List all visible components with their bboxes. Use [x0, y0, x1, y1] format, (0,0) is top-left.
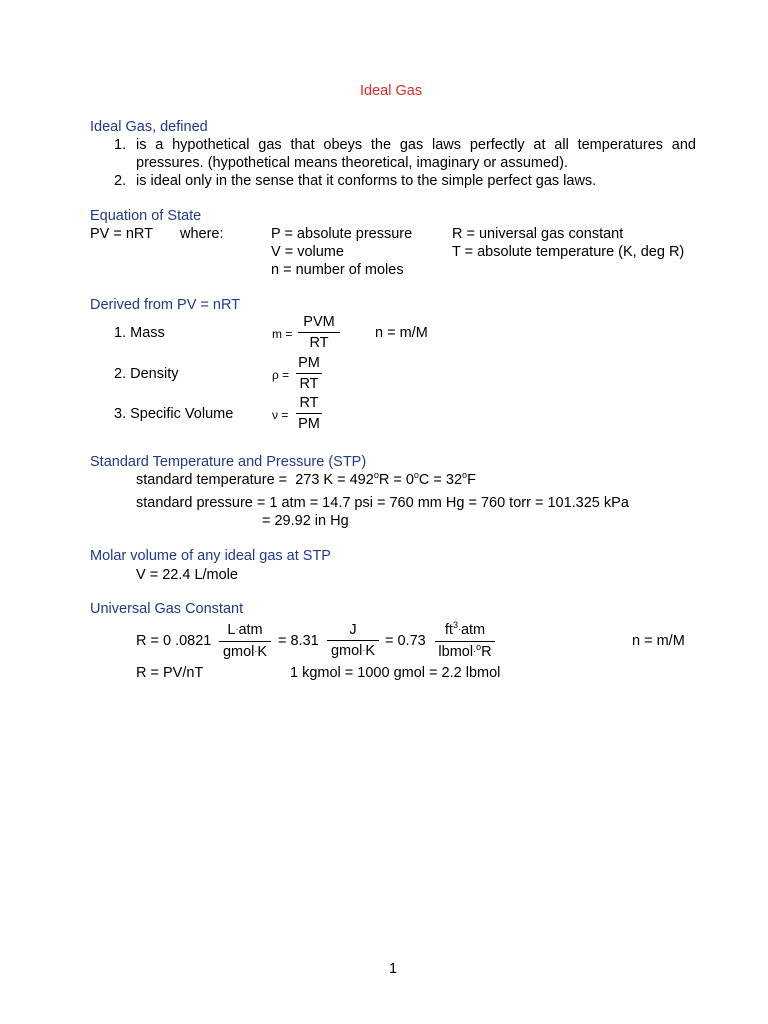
state-n-definition: n = number of moles — [271, 262, 404, 278]
gas-constant-kgmol: 1 kgmol = 1000 gmol = 2.2 lbmol — [290, 665, 501, 681]
section-heading-gas-constant: Universal Gas Constant — [90, 601, 244, 617]
state-equation: PV = nRT — [90, 226, 153, 242]
fraction-numerator: $ft^3\cdot atm$ — [444, 620, 486, 638]
state-p-definition: P = absolute pressure — [271, 226, 413, 242]
gas-constant-fraction-1 — [219, 621, 271, 662]
stp-pressure-inhg: = 29.92 in Hg — [262, 513, 349, 529]
derived-mass-extra: n = m/M — [375, 325, 428, 341]
section-heading-molar-volume: Molar volume of any ideal gas at STP — [90, 548, 331, 564]
fraction-denominator: RT — [298, 332, 340, 352]
derived-mass-label: 1. Mass — [114, 325, 165, 341]
fraction-denominator: gmol·K — [327, 640, 379, 661]
fraction-denominator: RT — [296, 373, 322, 393]
stp-temperature-value: 273 $K = 492^oR = 0^oC = 32^oF$ — [295, 470, 476, 488]
fraction-numerator: J — [349, 622, 357, 638]
derived-density-fraction — [296, 354, 322, 393]
list-item-text: is ideal only in the sense that it conforms to the simple perfect gas laws. — [136, 173, 597, 189]
stp-temperature-label: standard temperature = — [136, 472, 288, 488]
section-heading-defined: Ideal Gas, defined — [90, 119, 208, 135]
page-number: 1 — [389, 961, 398, 977]
fraction-denominator: PM — [296, 413, 322, 433]
molar-volume-value: V = 22.4 L/mole — [136, 567, 238, 583]
derived-specific-volume-label: 3. Specific Volume — [114, 406, 234, 422]
stp-temperature — [136, 471, 476, 489]
page-title: Ideal Gas — [360, 83, 423, 99]
fraction-numerator: PVM — [303, 314, 335, 330]
gas-constant-eq2: = 8.31 — [278, 633, 319, 649]
fraction-denominator: gmol·K — [219, 641, 271, 662]
section-heading-stp: Standard Temperature and Pressure (STP) — [90, 454, 367, 470]
gas-constant-fraction-3 — [435, 621, 495, 662]
gas-constant-r-pv: R = PV/nT — [136, 665, 204, 681]
gas-constant-r1: R = 0 .0821 — [136, 633, 212, 649]
list-item-text: is a hypothetical gas that obeys the gas laws perfectly at all temperatures and pressures. (hypothetical means theoretical, imaginary or assumed). — [136, 137, 696, 171]
list-item-number: 2. — [114, 173, 127, 189]
fraction-denominator: lbmol·$^o$R — [435, 641, 495, 662]
derived-specific-volume-lhs: ν = — [272, 408, 289, 422]
derived-density-label: 2. Density — [114, 366, 179, 382]
gas-constant-eq3: = 0.73 — [385, 633, 426, 649]
derived-density-lhs: ρ = — [272, 368, 290, 382]
fraction-numerator: PM — [298, 355, 320, 371]
list-item-number: 1. — [114, 137, 127, 153]
fraction-numerator: L·atm — [227, 622, 263, 638]
section-heading-derived: Derived from PV = nRT — [90, 297, 241, 313]
fraction-numerator: RT — [299, 395, 319, 411]
state-t-definition: T = absolute temperature (K, deg R) — [452, 244, 685, 260]
derived-mass-lhs: m = — [272, 327, 293, 341]
derived-mass-fraction — [298, 313, 340, 352]
derived-specific-volume-fraction — [296, 394, 322, 433]
state-r-definition: R = universal gas constant — [452, 226, 624, 242]
section-heading-state: Equation of State — [90, 208, 202, 224]
gas-constant-fraction-2 — [327, 621, 379, 661]
state-where: where: — [180, 226, 224, 242]
stp-pressure: standard pressure = 1 atm = 14.7 psi = 760 mm Hg = 760 torr = 101.325 kPa — [136, 495, 629, 511]
state-v-definition: V = volume — [271, 244, 344, 260]
gas-constant-n-relation: n = m/M — [632, 633, 685, 649]
